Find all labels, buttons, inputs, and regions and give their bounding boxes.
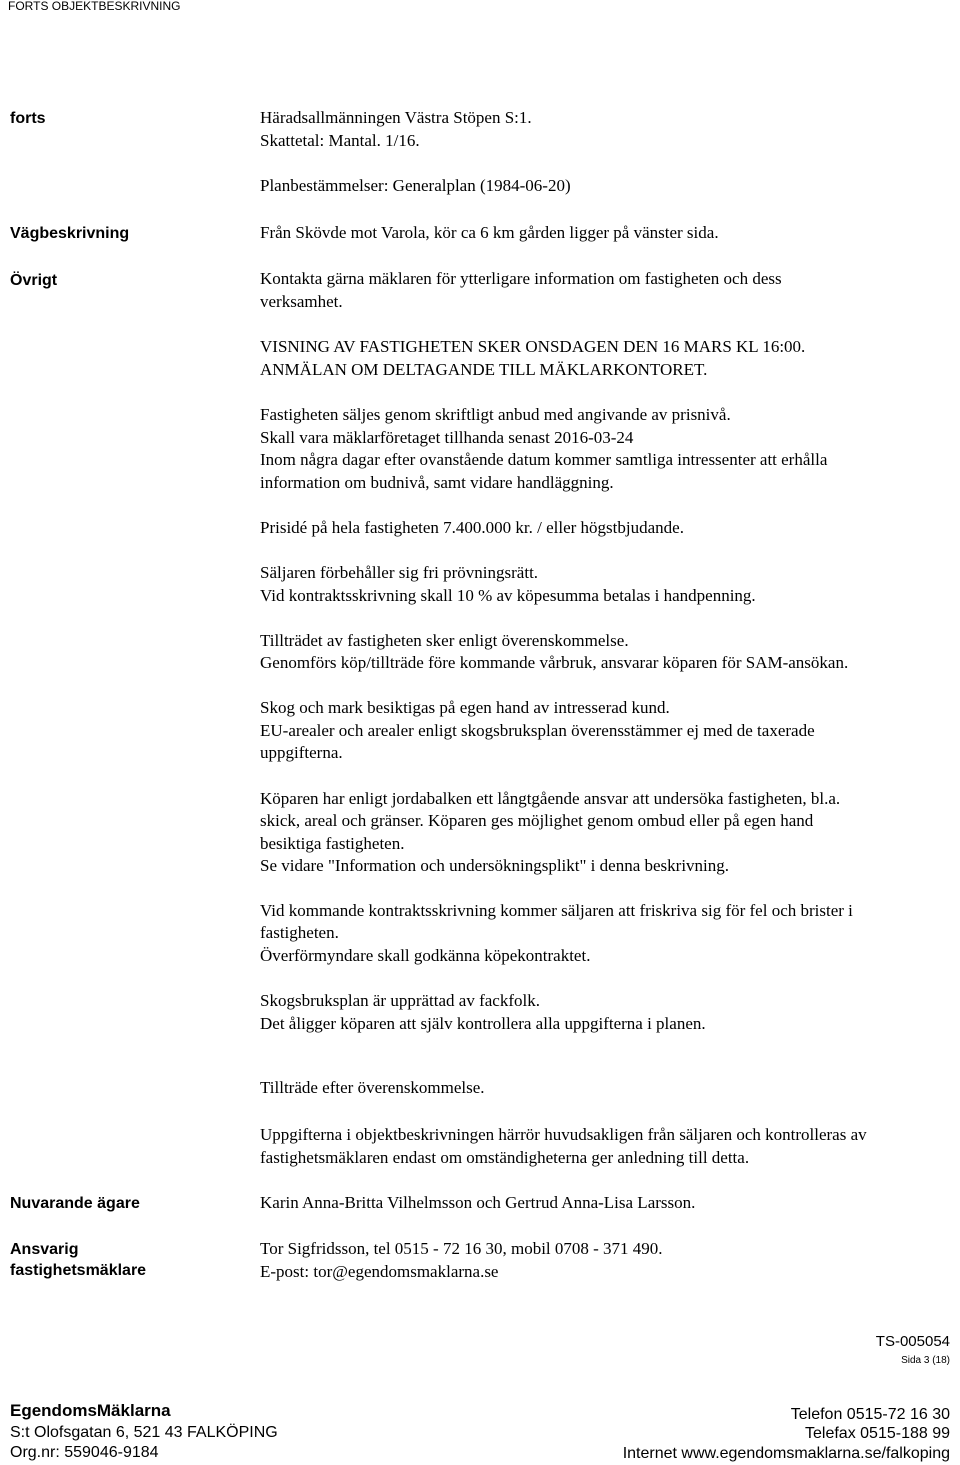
other-line: Säljaren förbehåller sig fri prövningsrätt. <box>260 563 539 582</box>
other-line: Skog och mark besiktigas på egen hand av intresserad kund. <box>260 698 670 717</box>
section-label-owners: Nuvarande ägare <box>10 1195 140 1212</box>
section-label-other: Övrigt <box>10 272 58 289</box>
property-designation: Häradsallmänningen Västra Stöpen S:1. <box>260 108 532 127</box>
other-line: Skogsbruksplan är upprättad av fackfolk. <box>260 991 540 1010</box>
company-phone: Telefon 0515-72 16 30 <box>790 1406 950 1423</box>
other-line: fastighetsmäklaren endast om omständigheterna ger anledning till detta. <box>260 1148 750 1167</box>
owners-text: Karin Anna-Britta Vilhelmsson och Gertrud Anna-Lisa Larsson. <box>260 1193 696 1212</box>
section-label-directions: Vägbeskrivning <box>10 225 130 242</box>
agent-email: E-post: tor@egendomsmaklarna.se <box>260 1262 499 1281</box>
company-name: EgendomsMäklarna <box>10 1401 171 1420</box>
other-line: Köparen har enligt jordabalken ett långtgående ansvar att undersöka fastigheten, bl.a. <box>260 789 841 808</box>
document-code: TS-005054 <box>875 1333 950 1350</box>
viewing-notice: VISNING AV FASTIGHETEN SKER ONSDAGEN DEN 16 MARS KL 16:00. <box>260 337 806 356</box>
plan-regulations: Planbestämmelser: Generalplan (1984-06-20) <box>260 176 571 195</box>
section-label-agent-line2: fastighetsmäklare <box>10 1262 147 1279</box>
other-line: Inom några dagar efter ovanstående datum kommer samtliga intressenter att erhålla <box>260 450 828 469</box>
other-line: skick, areal och gränser. Köparen ges möjlighet genom ombud eller på egen hand <box>260 811 814 830</box>
other-line: Överförmyndare skall godkänna köpekontraktet. <box>260 946 591 965</box>
other-line: Kontakta gärna mäklaren för ytterligare information om fastigheten och dess <box>260 269 782 288</box>
other-line: fastigheten. <box>260 923 339 942</box>
other-line: EU-arealer och arealer enligt skogsbruksplan överensstämmer ej med de taxerade <box>260 721 815 740</box>
other-line: Vid kommande kontraktsskrivning kommer säljaren att friskriva sig för fel och brister i <box>260 901 853 920</box>
directions-text: Från Skövde mot Varola, kör ca 6 km gården ligger på vänster sida. <box>260 223 719 242</box>
section-label-agent-line1: Ansvarig <box>10 1241 79 1258</box>
other-line: Uppgifterna i objektbeskrivningen härrör huvudsakligen från säljaren och kontrolleras av <box>260 1125 867 1144</box>
document-header: FORTS OBJEKTBESKRIVNING <box>8 0 181 13</box>
other-line: verksamhet. <box>260 292 343 311</box>
other-line: Se vidare "Information och undersökningsplikt" i denna beskrivning. <box>260 856 730 875</box>
bid-deadline: Skall vara mäklarföretaget tillhanda senast 2016-03-24 <box>260 428 634 447</box>
price-idea: Prisidé på hela fastigheten 7.400.000 kr. / eller högstbjudande. <box>260 518 684 537</box>
other-line: Tillträdet av fastigheten sker enligt överenskommelse. <box>260 631 629 650</box>
other-line: Det åligger köparen att själv kontrollera alla uppgifterna i planen. <box>260 1014 706 1033</box>
other-line: uppgifterna. <box>260 743 343 762</box>
other-line: besiktiga fastigheten. <box>260 834 405 853</box>
company-fax: Telefax 0515-188 99 <box>805 1425 950 1442</box>
other-line: information om budnivå, samt vidare handläggning. <box>260 473 614 492</box>
other-line: Tillträde efter överenskommelse. <box>260 1078 485 1097</box>
other-line: Genomförs köp/tillträde före kommande vårbruk, ansvarar köparen för SAM-ansökan. <box>260 653 849 672</box>
other-line: Fastigheten säljes genom skriftligt anbud med angivande av prisnivå. <box>260 405 731 424</box>
section-label-forts: forts <box>10 110 46 127</box>
agent-contact: Tor Sigfridsson, tel 0515 - 72 16 30, mobil 0708 - 371 490. <box>260 1239 663 1258</box>
other-line: Vid kontraktsskrivning skall 10 % av köpesumma betalas i handpenning. <box>260 586 756 605</box>
company-website[interactable]: Internet www.egendomsmaklarna.se/falkoping <box>622 1445 950 1462</box>
tax-value: Skattetal: Mantal. 1/16. <box>260 131 420 150</box>
company-address: S:t Olofsgatan 6, 521 43 FALKÖPING <box>10 1424 278 1441</box>
registration-notice: ANMÄLAN OM DELTAGANDE TILL MÄKLARKONTORET. <box>260 360 708 379</box>
page-number: Sida 3 (18) <box>901 1355 950 1366</box>
company-orgnr: Org.nr: 559046-9184 <box>10 1444 159 1461</box>
